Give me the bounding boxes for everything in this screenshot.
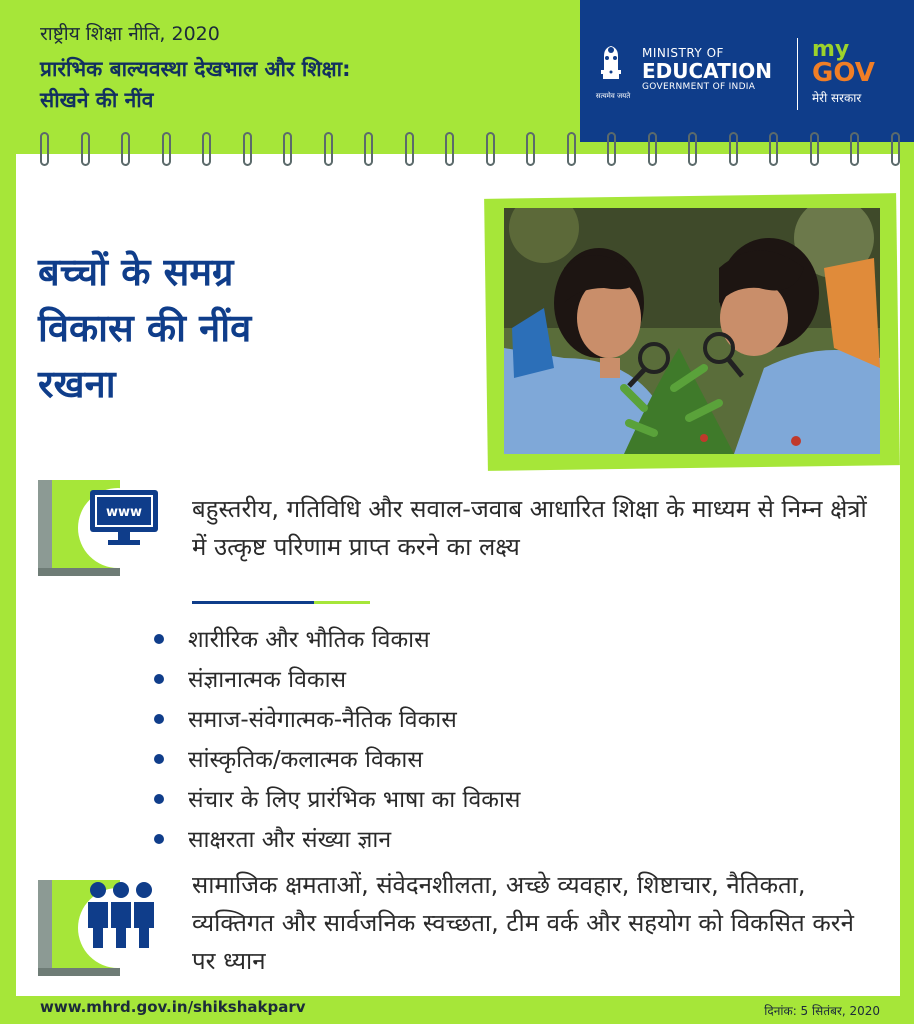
ministry-line3: GOVERNMENT OF INDIA [642,82,756,92]
policy-line: राष्ट्रीय शिक्षा नीति, 2020 [40,23,220,45]
binder-ring [688,132,697,166]
binder-ring [648,132,657,166]
children-photo [504,208,880,454]
header-title-line1: प्रारंभिक बाल्यवस्था देखभाल और शिक्षा: [40,57,351,81]
binder-ring [121,132,130,166]
binder-ring [567,132,576,166]
binder-ring [486,132,495,166]
main-heading-line2: विकास की नींव [38,306,252,350]
people-group-icon [84,880,158,950]
logo-block [580,0,914,142]
ministry-line1: MINISTRY OF [642,46,724,60]
list-item: साक्षरता और संख्या ज्ञान [154,820,754,860]
mygov-logo [812,37,875,106]
binder-ring [445,132,454,166]
binder-ring [405,132,414,166]
footer-url[interactable]: www.mhrd.gov.in/shikshakparv [40,998,306,1016]
children-illustration [504,208,880,454]
binder-ring [202,132,211,166]
binder-ring [243,132,252,166]
book-base [38,568,120,576]
ministry-line2: EDUCATION [642,59,772,83]
mygov-my: my [812,37,850,62]
footer-date: दिनांक: 5 सितंबर, 2020 [764,1004,880,1018]
binder-ring [729,132,738,166]
header-title-line2: सीखने की नींव [40,88,154,112]
header-text [40,20,560,116]
emblem-caption: सत्यमेव जयते [595,92,631,100]
header [0,0,914,150]
binder-ring [769,132,778,166]
mygov-gov: GOV [812,58,875,88]
mygov-tagline: मेरी सरकार [812,91,862,105]
main-heading-line1: बच्चों के समग्र [38,250,234,294]
ministry-logo [642,46,772,92]
binder-rings [40,132,900,172]
list-item: संचार के लिए प्रारंभिक भाषा का विकास [154,780,754,820]
svg-text:www: www [105,505,143,520]
book-base [38,968,120,976]
list-item: सांस्कृतिक/कलात्मक विकास [154,740,754,780]
binder-ring [364,132,373,166]
header-title [40,54,560,116]
monitor-icon [90,490,158,550]
binder-ring [850,132,859,166]
intro-paragraph: बहुस्तरीय, गतिविधि और सवाल-जवाब आधारित शिक्षा के माध्यम से निम्न क्षेत्रों में उत्कृष्ट परिणाम प्राप्त करने का लक्ष्य [192,495,867,561]
binder-ring [891,132,900,166]
logo-divider [797,38,798,110]
national-emblem-icon [598,42,624,80]
binder-ring [40,132,49,166]
main-heading-line3: रखना [38,362,116,406]
binder-ring [607,132,616,166]
binder-ring [162,132,171,166]
binder-ring [324,132,333,166]
divider-blue [192,601,314,604]
focus-paragraph: सामाजिक क्षमताओं, संवेदनशीलता, अच्छे व्यवहार, शिष्टाचार, नैतिकता, व्यक्तिगत और सार्वजनिक स्वच्छता, टीम वर्क और सहयोग को विकसित करने पर ध्यान [192,871,854,975]
main-heading [38,244,438,412]
divider-green [314,601,370,604]
book-spine [38,880,52,976]
development-areas-list [154,620,754,860]
binder-ring [283,132,292,166]
list-item: शारीरिक और भौतिक विकास [154,620,754,660]
binder-ring [81,132,90,166]
list-item: समाज-संवेगात्मक-नैतिक विकास [154,700,754,740]
binder-ring [526,132,535,166]
list-item: संज्ञानात्मक विकास [154,660,754,700]
book-spine [38,480,52,576]
binder-ring [810,132,819,166]
